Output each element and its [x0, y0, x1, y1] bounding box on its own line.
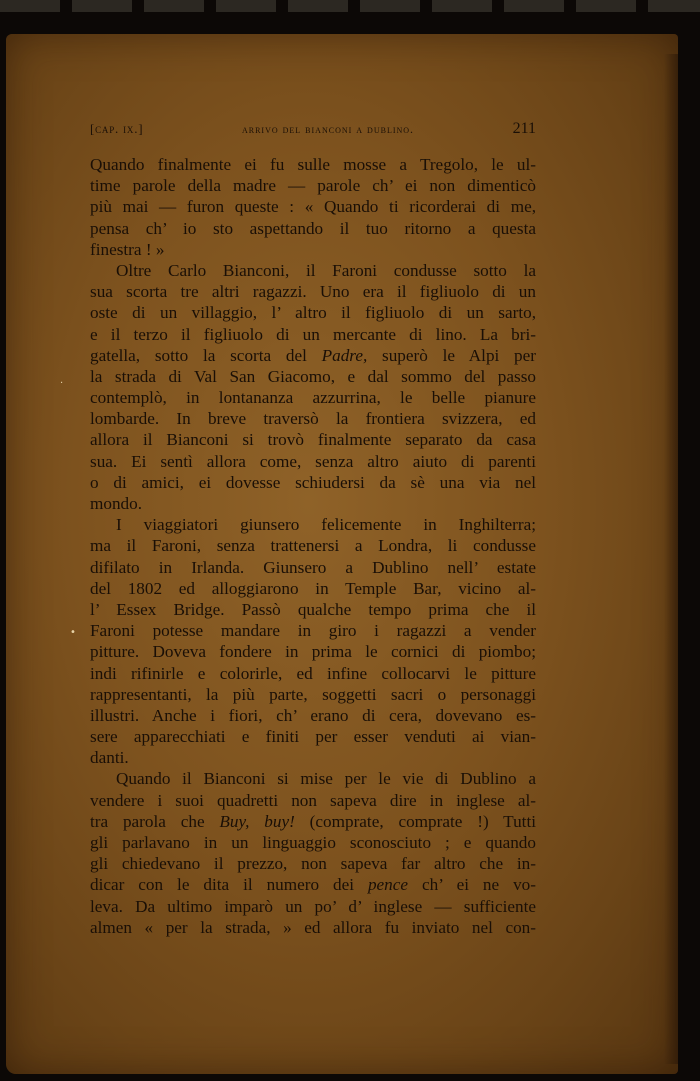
page-number: 211	[512, 120, 536, 137]
page-edge-shadow	[664, 54, 678, 1064]
text-line: danti.	[90, 748, 129, 768]
text-line: illustri. Anche i fiori, ch’ erano di cera, dovevano es-	[90, 705, 536, 725]
text-line: Faroni potesse mandare in giro i ragazzi a vender	[90, 621, 536, 641]
text-line: vendere i suoi quadretti non sapeva dire in inglese al-	[90, 790, 536, 810]
running-header	[90, 118, 536, 140]
text-line: l’ Essex Bridge. Passò qualche tempo prima che il	[90, 599, 536, 619]
text-line: sua. Ei sentì allora come, senza altro aiuto di parenti	[90, 451, 536, 471]
page-text-block	[90, 118, 536, 938]
chapter-label: [cap. ix.]	[90, 121, 144, 136]
text-line: la strada di Val San Giacomo, e dal sommo del passo	[90, 366, 536, 386]
text-line: gatella, sotto la scorta del Padre, superò le Alpi per	[90, 345, 536, 365]
text-line: sere apparecchiati e finiti per esser venduti ai vian-	[90, 727, 536, 747]
running-title: arrivo del bianconi a dublino.	[241, 122, 415, 136]
text-line: lombarde. In breve traversò la frontiera svizzera, ed	[90, 409, 536, 429]
text-line: Quando il Bianconi si mise per le vie di Dublino a	[116, 769, 536, 789]
text-line: finestra ! »	[90, 239, 165, 259]
text-line: contemplò, in lontananza azzurrina, le belle pianure	[90, 388, 536, 408]
text-line: indi rifinirle e colorirle, ed infine collocarvi le pitture	[90, 663, 536, 683]
margin-speck-mark: ·	[60, 378, 64, 389]
text-line: pitture. Doveva fondere in prima le cornici di piombo;	[90, 642, 536, 662]
margin-bullet-mark: •	[70, 627, 76, 638]
text-line: più mai — furon queste : « Quando ti ricorderai di me,	[90, 197, 536, 217]
text-line: oste di un villaggio, l’ altro il figliuolo di un sarto,	[90, 303, 536, 323]
text-line: gli parlavano in un linguaggio sconosciuto ; e quando	[90, 833, 536, 852]
body-text	[90, 154, 536, 938]
text-line: ma il Faroni, senza trattenersi a Londra, li condusse	[90, 536, 536, 556]
text-line: dicar con le dita il numero dei pence ch’ ei ne vo-	[90, 875, 536, 895]
scanner-top-edge	[0, 0, 700, 12]
text-line: e il terzo il figliuolo di un mercante di lino. La bri-	[90, 324, 536, 344]
text-line: allora il Bianconi si trovò finalmente separato da casa	[90, 430, 536, 450]
text-line: sua scorta tre altri ragazzi. Uno era il figliuolo di un	[90, 282, 536, 302]
text-line: leva. Da ultimo imparò un po’ d’ inglese — sufficiente	[90, 896, 536, 916]
text-line: mondo.	[90, 494, 143, 513]
text-line: del 1802 ed alloggiarono in Temple Bar, vicino al-	[90, 578, 536, 598]
text-line: o di amici, ei dovesse schiudersi da sè una via nel	[90, 472, 536, 492]
text-line: almen « per la strada, » ed allora fu inviato nel con-	[90, 917, 536, 937]
text-line: Oltre Carlo Bianconi, il Faroni condusse sotto la	[116, 260, 536, 280]
text-line: pensa ch’ io sto aspettando il tuo ritorno a questa	[90, 218, 536, 238]
text-line: difilato in Irlanda. Giunsero a Dublino nell’ estate	[90, 557, 536, 577]
text-line: gli chiedevano il prezzo, non sapeva far altro che in-	[90, 854, 536, 874]
text-line: I viaggiatori giunsero felicemente in Inghilterra;	[116, 515, 536, 535]
text-line: time parole della madre — parole ch’ ei non dimenticò	[90, 176, 536, 196]
text-line: rappresentanti, la più parte, soggetti sacri o personaggi	[90, 684, 536, 704]
text-line: tra parola che Buy, buy! (comprate, comprate !) Tutti	[90, 811, 536, 831]
text-line: Quando finalmente ei fu sulle mosse a Tregolo, le ul-	[90, 155, 536, 174]
